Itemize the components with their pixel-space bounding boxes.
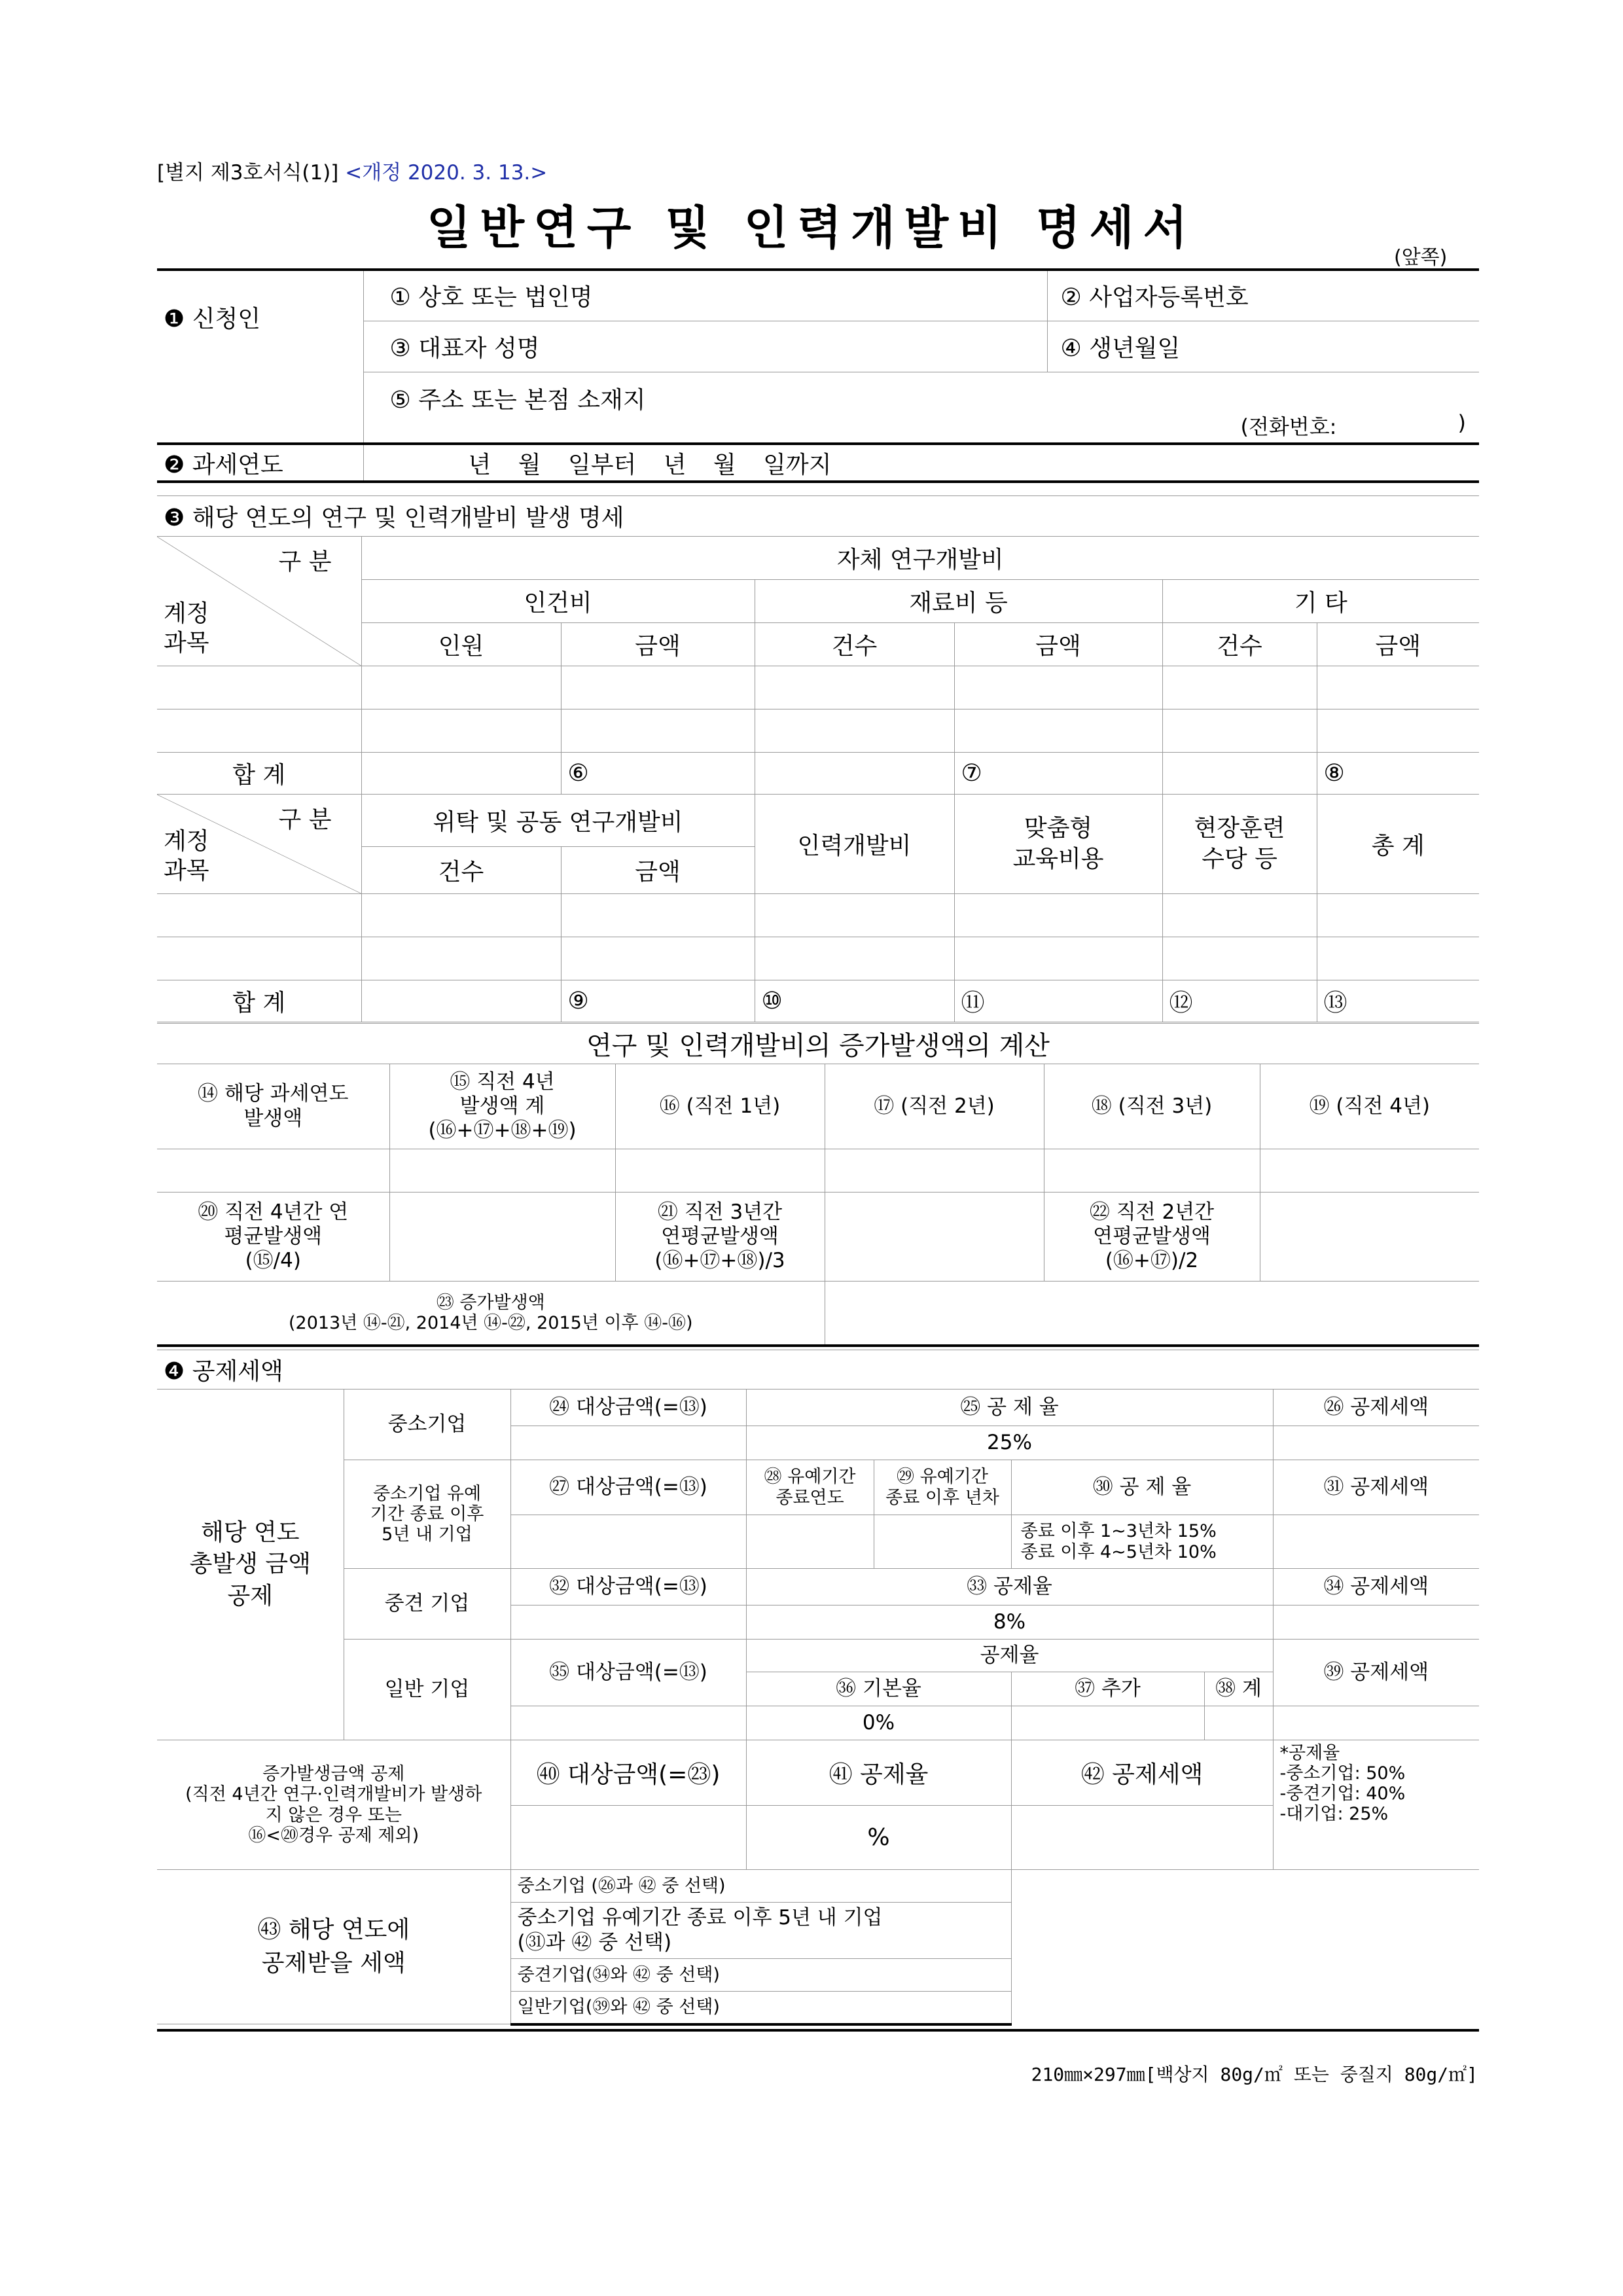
total-13[interactable]: ⑬: [1317, 980, 1479, 1022]
total-11[interactable]: ⑪: [954, 980, 1162, 1022]
other-count-header: 건수: [1162, 623, 1317, 666]
target-32: ㉜ 대상금액(=⑬): [510, 1569, 746, 1605]
rate-25-value: 25%: [746, 1426, 1273, 1460]
total-12[interactable]: ⑫: [1162, 980, 1317, 1022]
self-rd-header: 자체 연구개발비: [361, 537, 1479, 580]
tax-39: ㊴ 공제세액: [1273, 1640, 1479, 1706]
rate-33: ㉝ 공제율: [746, 1569, 1273, 1605]
other-header: 기 타: [1162, 580, 1479, 623]
form-ref-label: [별지 제3호서식(1)]: [157, 161, 339, 185]
final-deduction-label: ㊸ 해당 연도에 공제받을 세액: [157, 1870, 510, 2024]
prior2-header: ⑰ (직전 2년): [825, 1064, 1044, 1149]
prior3-header: ⑱ (직전 3년): [1044, 1064, 1260, 1149]
tax-31: ㉛ 공제세액: [1273, 1460, 1479, 1515]
midsize-label: 중견 기업: [344, 1569, 510, 1640]
material-header: 재료비 등: [755, 580, 1162, 623]
field-training-header: 현장훈련 수당 등: [1162, 795, 1317, 894]
total-7[interactable]: ⑦: [954, 753, 1162, 795]
prior4-total-header: ⑮ 직전 4년 발생액 계 (⑯+⑰+⑱+⑲): [389, 1064, 615, 1149]
birthdate-field[interactable]: ④ 생년월일: [1047, 321, 1479, 372]
option-midsize[interactable]: 중견기업(㉞와 ㊷ 중 선택): [510, 1959, 1011, 1992]
table-row: [157, 937, 1479, 980]
target-40: ㊵ 대상금액(=㉓): [510, 1740, 746, 1806]
sme-grace-label: 중소기업 유예 기간 종료 이후 5년 내 기업: [344, 1460, 510, 1569]
detail-table: [157, 495, 1479, 1022]
total-10[interactable]: ⑩: [755, 980, 954, 1022]
other-amount-header: 금액: [1317, 623, 1479, 666]
custom-edu-header: 맞춤형 교육비용: [954, 795, 1162, 894]
labor-header: 인건비: [361, 580, 755, 623]
table-row: [157, 1149, 1479, 1193]
business-number-field[interactable]: ② 사업자등록번호: [1047, 270, 1479, 321]
rate-25: ㉕ 공 제 율: [746, 1390, 1273, 1426]
gubun-header: [157, 537, 361, 666]
grand-total-header: 총 계: [1317, 795, 1479, 894]
general-label: 일반 기업: [344, 1640, 510, 1740]
additional-rate-37: ㊲ 추가: [1011, 1672, 1204, 1706]
option-general[interactable]: 일반기업(㊴와 ㊷ 중 선택): [510, 1992, 1011, 2024]
avg3-header: ㉑ 직전 3년간 연평균발생액 (⑯+⑰+⑱)/3: [615, 1193, 825, 1282]
form-reference: [157, 156, 547, 185]
option-sme[interactable]: 중소기업 (㉖과 ㊷ 중 선택): [510, 1870, 1011, 1903]
total-8[interactable]: ⑧: [1317, 753, 1479, 795]
rate-41-value[interactable]: %: [746, 1806, 1011, 1870]
rate-30-value: 종료 이후 1~3년차 15% 종료 이후 4~5년차 10%: [1011, 1515, 1273, 1569]
target-27: ㉗ 대상금액(=⑬): [510, 1460, 746, 1515]
base-rate-36-value: 0%: [746, 1706, 1011, 1740]
deduction-section-title: ❹ 공제세액: [157, 1350, 1479, 1390]
table-row: [157, 666, 1479, 709]
gubun-label: 구 분: [278, 548, 332, 575]
increase-deduction-label: 증가발생금액 공제 (직전 4년간 연구·인력개발비가 발생하 지 않은 경우 또는 ⑯<⑳경우 공제 제외): [157, 1740, 510, 1870]
commission-count-header: 건수: [361, 847, 561, 894]
paper-spec: 210㎜×297㎜[백상지 80g/㎡ 또는 중질지 80g/㎡]: [1031, 2064, 1478, 2085]
commission-amount-header: 금액: [561, 847, 755, 894]
tax-year-period[interactable]: 년 월 일부터 년 월 일까지: [363, 444, 1479, 482]
tax-34: ㉞ 공제세액: [1273, 1569, 1479, 1605]
grace-end-year: ㉘ 유예기간 종료연도: [746, 1460, 874, 1515]
avg4-header: ⑳ 직전 4년간 연 평균발생액 (⑮/4): [157, 1193, 389, 1282]
sum-rate-38: ㊳ 계: [1204, 1672, 1273, 1706]
rate-33-value: 8%: [746, 1605, 1273, 1640]
total-label-2: 합 계: [157, 980, 361, 1022]
gubun-header-2: [157, 795, 361, 894]
tax-year-label: ❷ 과세연도: [157, 444, 363, 482]
rate-label: 공제율: [746, 1640, 1273, 1672]
gubun-label-2: 구 분: [278, 806, 332, 833]
avg2-header: ㉒ 직전 2년간 연평균발생액 (⑯+⑰)/2: [1044, 1193, 1260, 1282]
account-label-2: 계정 과목: [164, 828, 209, 884]
applicant-table: [157, 268, 1479, 483]
total-6[interactable]: ⑥: [561, 753, 755, 795]
tax-42: ㊷ 공제세액: [1011, 1740, 1273, 1806]
current-year-amount-header: ⑭ 해당 과세연도 발생액: [157, 1064, 389, 1149]
table-row: [157, 709, 1479, 753]
labor-amount-header: 금액: [561, 623, 755, 666]
page-title: 일반연구 및 인력개발비 명세서: [426, 201, 1197, 255]
increase-amount-header: ㉓ 증가발생액 (2013년 ⑭-㉑, 2014년 ⑭-㉒, 2015년 이후 ⑭-⑯): [157, 1282, 825, 1346]
hr-dev-header: 인력개발비: [755, 795, 954, 894]
option-sme-grace[interactable]: 중소기업 유예기간 종료 이후 5년 내 기업 (㉛과 ㊷ 중 선택): [510, 1903, 1011, 1959]
rate-note: *공제율 -중소기업: 50% -중견기업: 40% -대기업: 25%: [1273, 1740, 1479, 1870]
prior4-header: ⑲ (직전 4년): [1260, 1064, 1479, 1149]
page-side-label: (앞쪽): [1394, 246, 1448, 269]
average-table: [157, 1192, 1479, 1347]
rate-41: ㊶ 공제율: [746, 1740, 1011, 1806]
persons-header: 인원: [361, 623, 561, 666]
material-amount-header: 금액: [954, 623, 1162, 666]
rate-30: ㉚ 공 제 율: [1011, 1460, 1273, 1515]
this-year-deduction-label: 해당 연도 총발생 금액 공제: [157, 1390, 344, 1740]
company-name-field[interactable]: ① 상호 또는 법인명: [363, 270, 1047, 321]
target-24: ㉔ 대상금액(=⑬): [510, 1390, 746, 1426]
total-label: 합 계: [157, 753, 361, 795]
sme-label: 중소기업: [344, 1390, 510, 1460]
phone-label: (전화번호:: [1240, 414, 1337, 439]
increase-table: [157, 1023, 1479, 1193]
applicant-section-label: ❶ 신청인: [157, 270, 363, 444]
table-row: [157, 894, 1479, 937]
material-count-header: 건수: [755, 623, 954, 666]
revision-date: <개정 2020. 3. 13.>: [345, 161, 548, 185]
address-field[interactable]: ⑤ 주소 또는 본점 소재지: [389, 386, 646, 414]
phone-close: ): [1457, 410, 1466, 435]
target-35: ㉟ 대상금액(=⑬): [510, 1640, 746, 1706]
prior1-header: ⑯ (직전 1년): [615, 1064, 825, 1149]
representative-field[interactable]: ③ 대표자 성명: [363, 321, 1047, 372]
total-9[interactable]: ⑨: [561, 980, 755, 1022]
deduction-table: [157, 1350, 1479, 2026]
detail-section-title: ❸ 해당 연도의 연구 및 인력개발비 발생 명세: [157, 496, 1479, 537]
commission-header: 위탁 및 공동 연구개발비: [361, 795, 755, 847]
bottom-rule: [157, 2029, 1479, 2032]
increase-title: 연구 및 인력개발비의 증가발생액의 계산: [157, 1024, 1479, 1064]
tax-26: ㉖ 공제세액: [1273, 1390, 1479, 1426]
grace-years-after: ㉙ 유예기간 종료 이후 년차: [874, 1460, 1011, 1515]
base-rate-36: ㊱ 기본율: [746, 1672, 1011, 1706]
account-label: 계정 과목: [164, 600, 209, 656]
